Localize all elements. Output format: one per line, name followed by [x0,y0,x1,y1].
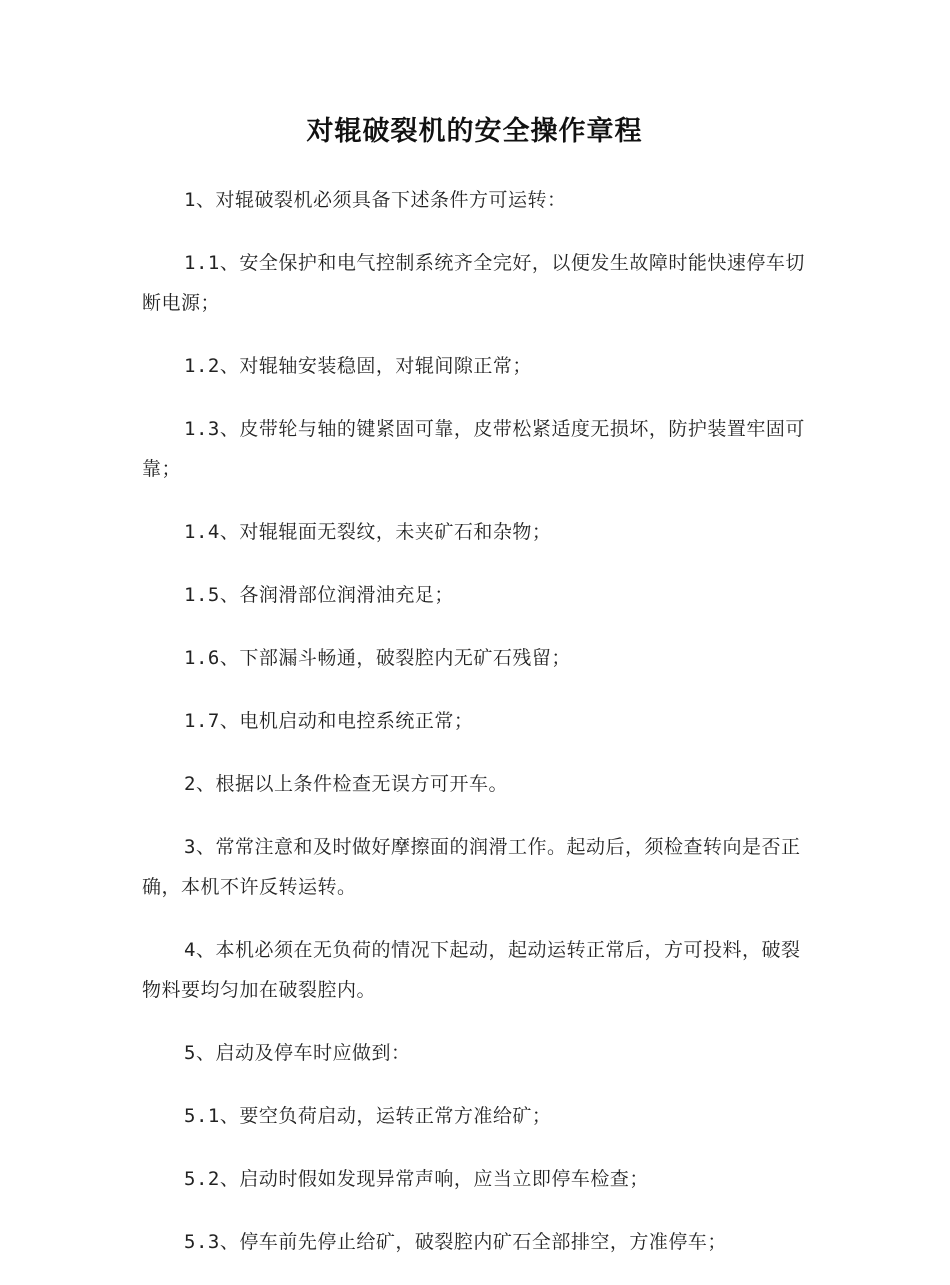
paragraph: 5.1、要空负荷启动，运转正常方准给矿； [184,1105,552,1127]
paragraph: 1.2、对辊轴安装稳固，对辊间隙正常； [184,355,532,377]
document-title: 对辊破裂机的安全操作章程 [306,116,643,147]
paragraph: 5、启动及停车时应做到： [184,1042,411,1064]
paragraph: 1、对辊破裂机必须具备下述条件方可运转： [184,189,567,211]
paragraph: 5.2、启动时假如发现异常声响，应当立即停车检查； [184,1168,649,1190]
paragraph: 5.3、停车前先停止给矿，破裂腔内矿石全部排空，方准停车； [184,1231,727,1253]
paragraph: 2、根据以上条件检查无误方可开车。 [184,773,508,795]
document-content [142,112,807,1285]
paragraph: 3、常常注意和及时做好摩擦面的润滑工作。起动后，须检查转向是否正确，本机不许反转运转。 [142,836,801,898]
paragraph: 1.1、安全保护和电气控制系统齐全完好，以便发生故障时能快速停车切断电源； [142,252,805,314]
paragraph: 1.6、下部漏斗畅通，破裂腔内无矿石残留； [184,647,571,669]
paragraph: 1.5、各润滑部位润滑油充足； [184,584,454,606]
paragraph: 4、本机必须在无负荷的情况下起动，起动运转正常后，方可投料，破裂物料要均匀加在破裂腔内。 [142,939,801,1001]
paragraph: 1.7、电机启动和电控系统正常； [184,710,474,732]
paragraph: 1.3、皮带轮与轴的键紧固可靠，皮带松紧适度无损坏，防护装置牢固可靠； [142,418,805,480]
paragraph: 1.4、对辊辊面无裂纹，未夹矿石和杂物； [184,521,552,543]
